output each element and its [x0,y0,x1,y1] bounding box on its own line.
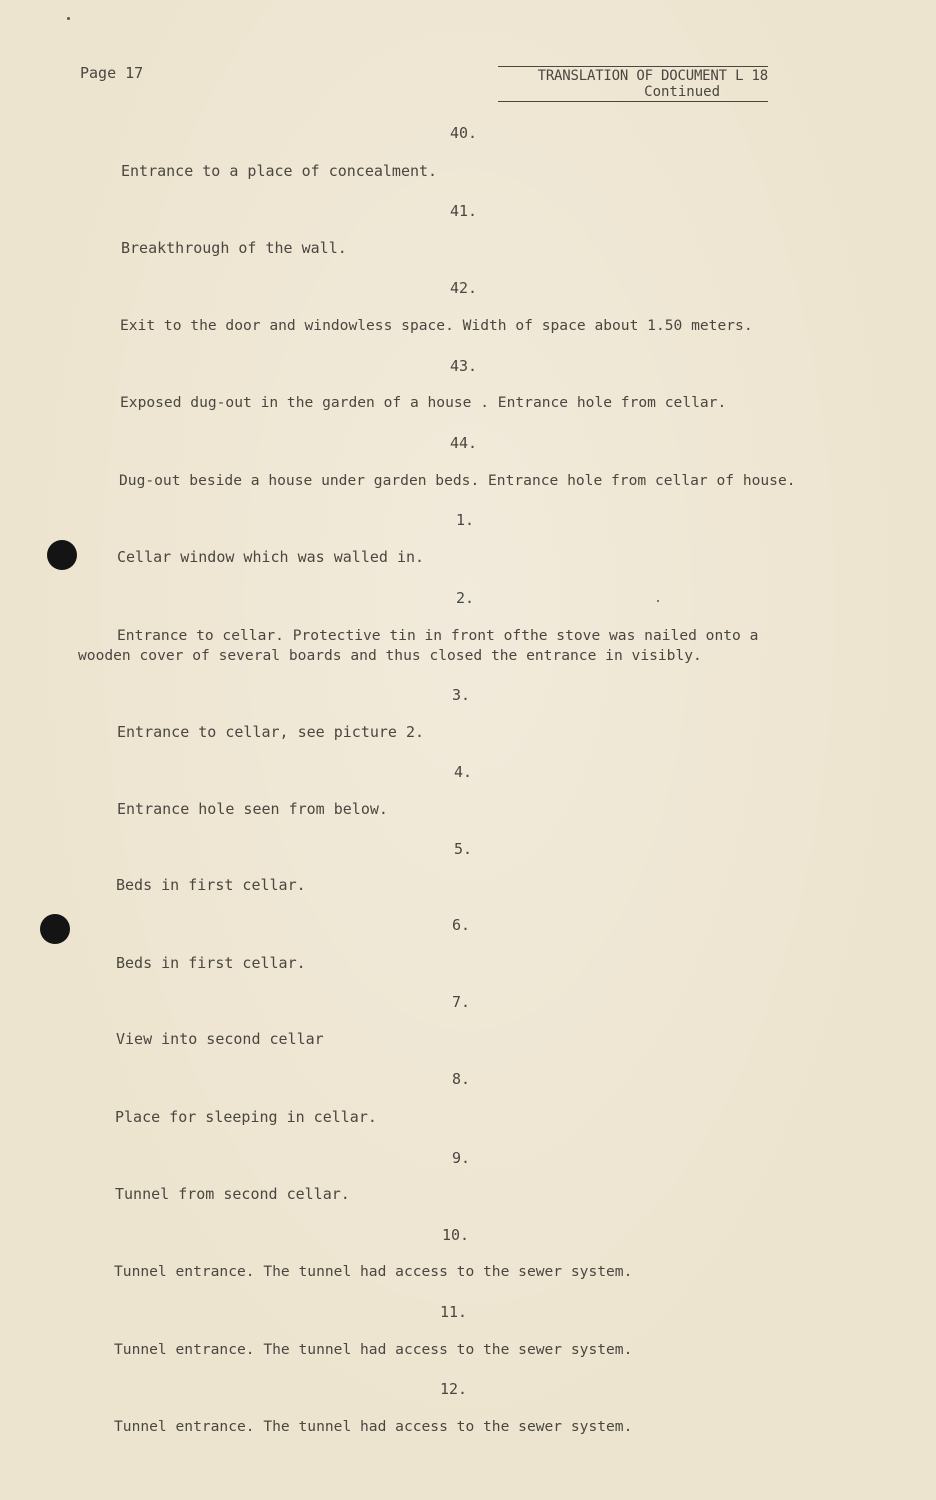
entry-caption-continued: wooden cover of several boards and thus closed the entrance in visibly. [78,647,702,664]
entry-number: 10. [442,1226,470,1244]
page-number: Page 17 [80,64,144,82]
entry-number: 40. [450,124,478,142]
entry-number: 3. [452,686,471,704]
entry-number: 6. [452,916,471,934]
punch-hole-upper [47,540,77,570]
entry-caption: Beds in first cellar. [116,954,306,972]
entry-caption: View into second cellar [116,1030,324,1048]
document-header [498,66,768,102]
entry-number: 43. [450,357,478,375]
entry-caption: Cellar window which was walled in. [117,548,425,566]
entry-caption: Tunnel from second cellar. [115,1185,350,1203]
entry-number: 8. [452,1070,471,1088]
entry-number: 44. [450,434,478,452]
header-title: TRANSLATION OF DOCUMENT L 18 [498,66,768,84]
entry-caption: Tunnel entrance. The tunnel had access to the sewer system. [114,1263,633,1280]
entry-number: 7. [452,993,471,1011]
entry-caption: Exposed dug-out in the garden of a house . Entrance hole from cellar. [120,394,727,411]
entry-caption: Entrance hole seen from below. [117,800,388,818]
entry-caption: Tunnel entrance. The tunnel had access to the sewer system. [114,1341,633,1358]
entry-caption: Tunnel entrance. The tunnel had access to the sewer system. [114,1418,633,1435]
entry-number: 11. [440,1303,468,1321]
entry-number: 12. [440,1380,468,1398]
entry-caption: Dug-out beside a house under garden beds. Entrance hole from cellar of house. [119,472,796,489]
entry-number: 9. [452,1149,471,1167]
entry-caption: Breakthrough of the wall. [121,239,347,257]
entry-caption: Entrance to cellar, see picture 2. [117,723,425,741]
entry-number: 41. [450,202,478,220]
entry-caption: Beds in first cellar. [116,876,306,894]
entry-number: 4. [454,763,473,781]
header-subtitle: Continued [498,84,768,102]
punch-hole-lower [40,914,70,944]
entry-caption: Exit to the door and windowless space. Width of space about 1.50 meters. [120,317,753,334]
entry-number: 1. [456,511,475,529]
paper-speck [657,600,659,602]
entry-caption: Entrance to a place of concealment. [121,162,438,180]
entry-caption: Entrance to cellar. Protective tin in front ofthe stove was nailed onto a [117,627,759,644]
entry-number: 2. [456,589,475,607]
entry-number: 5. [454,840,473,858]
entry-caption: Place for sleeping in cellar. [115,1108,377,1126]
paper-speck [67,17,70,20]
entry-number: 42. [450,279,478,297]
